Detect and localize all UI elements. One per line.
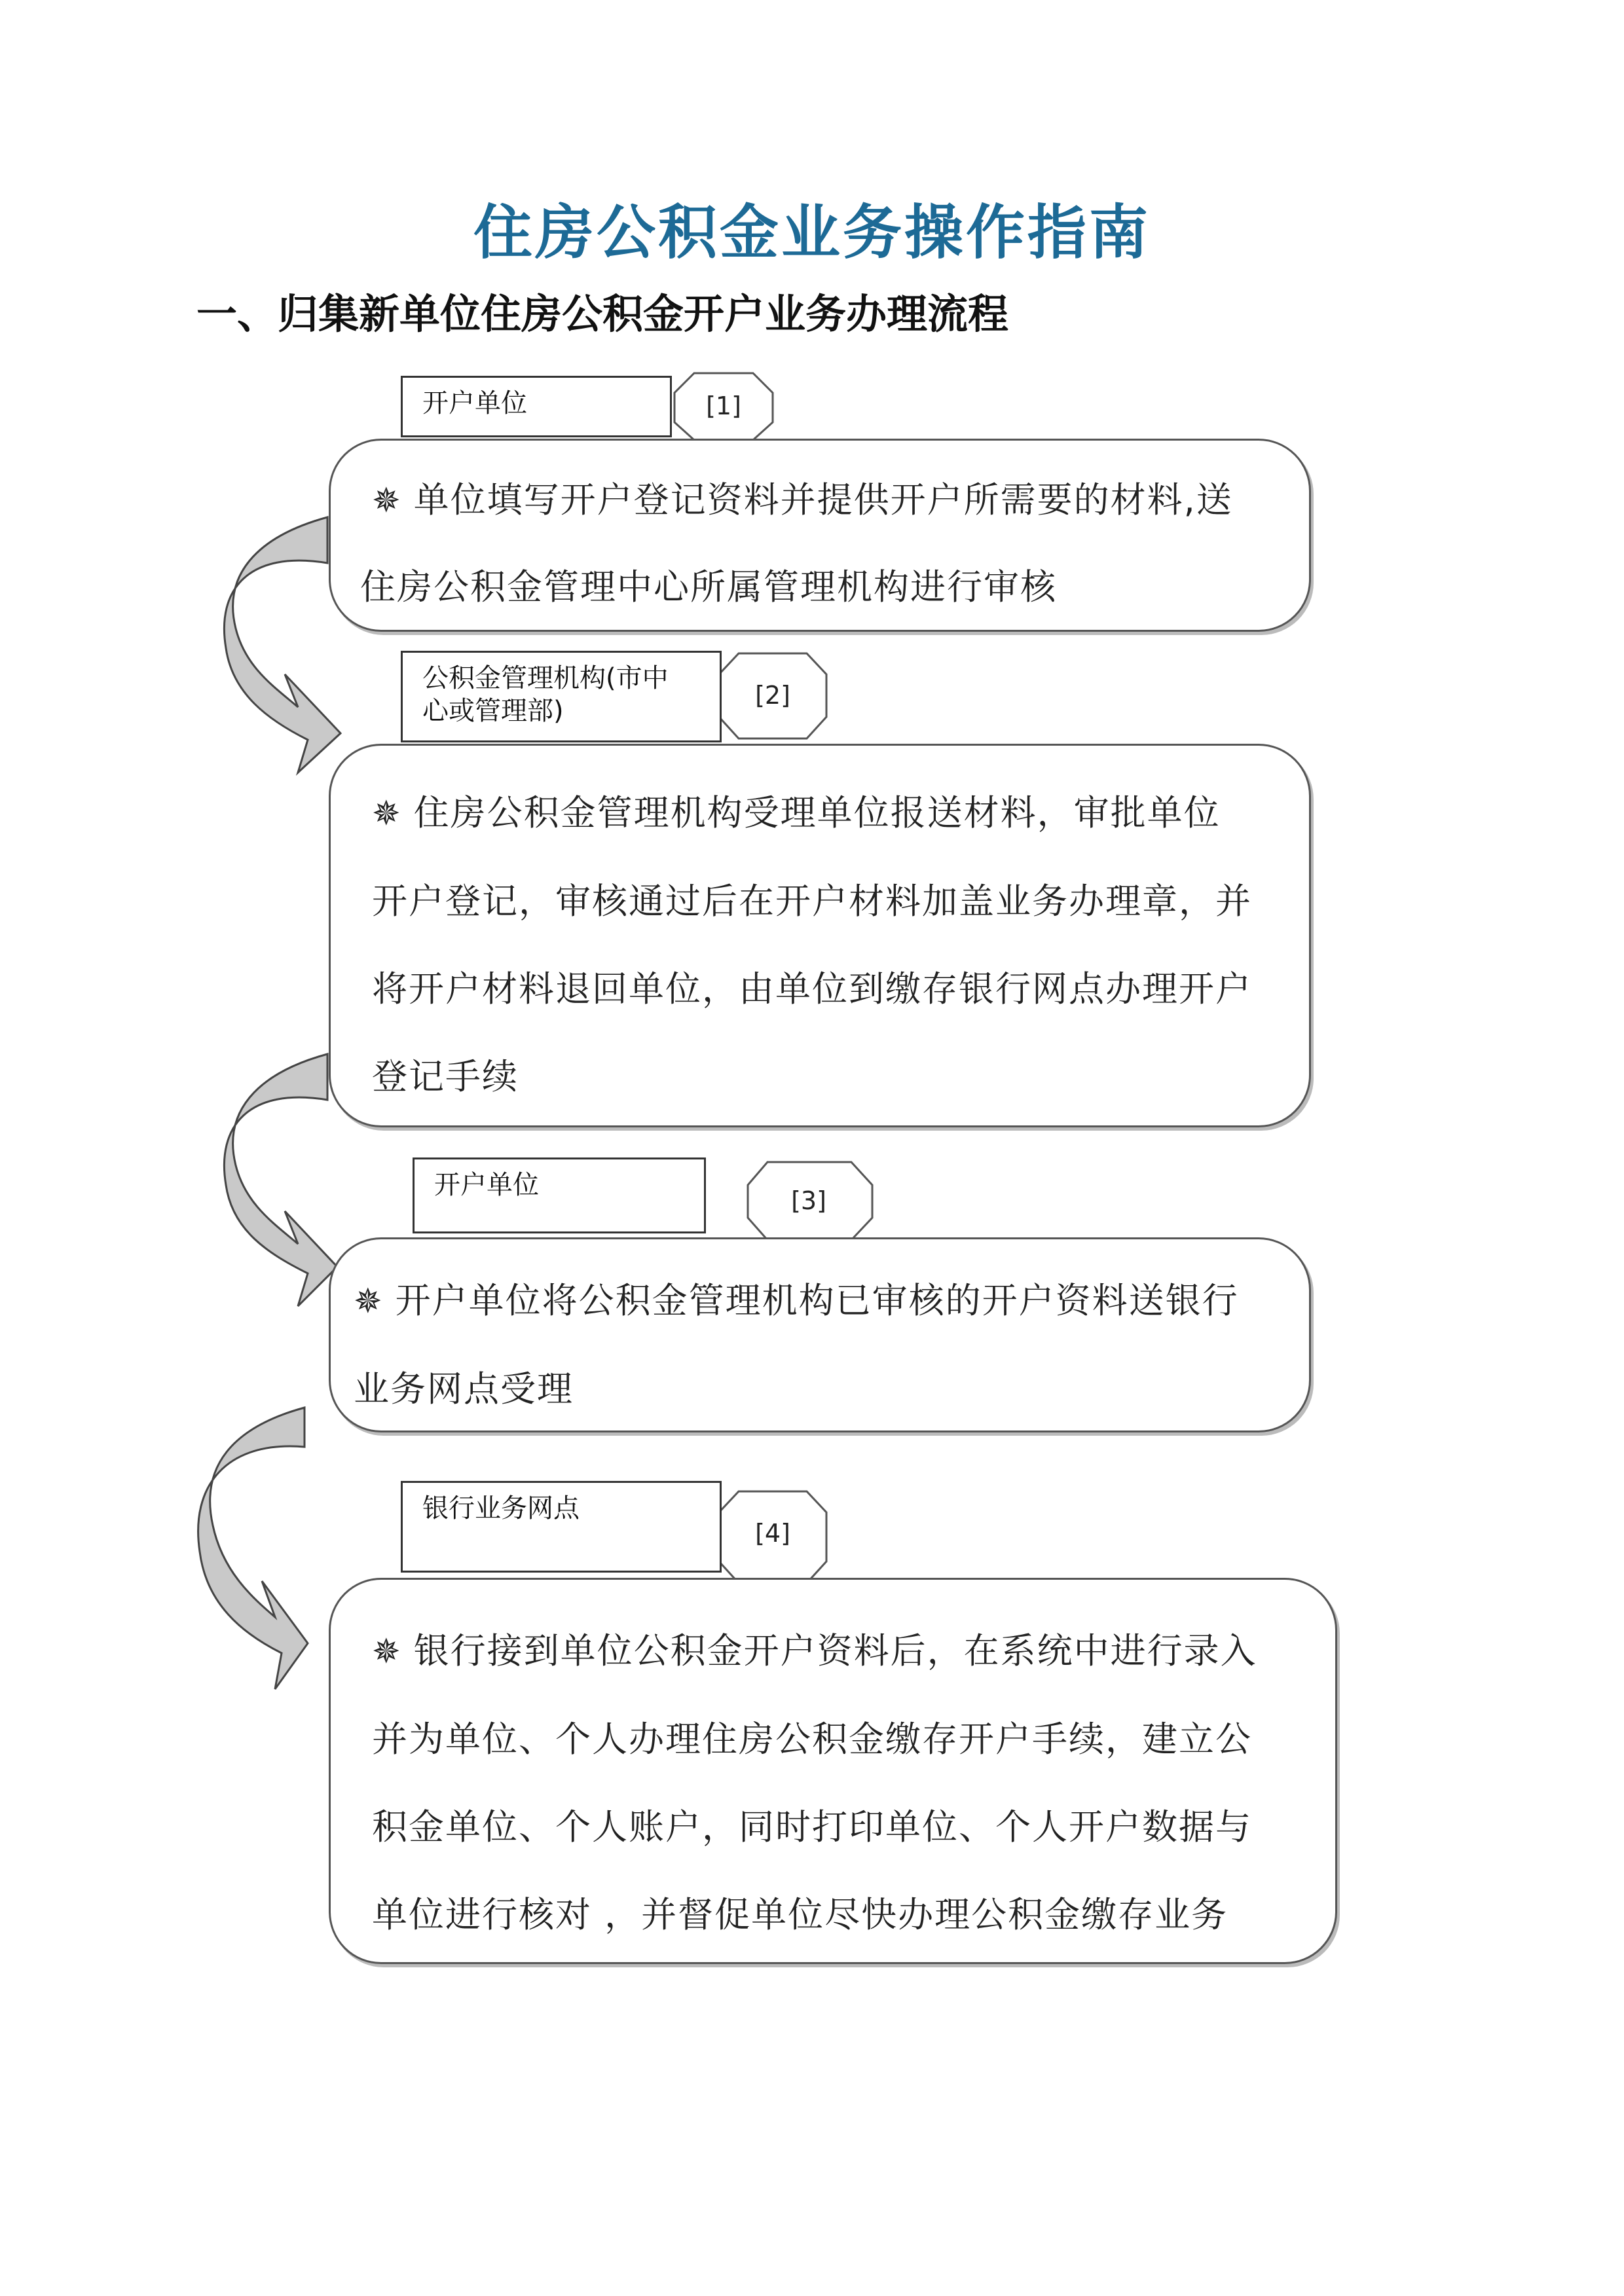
step-2-line-4: 登记手续 [372,1056,519,1097]
step-3-number: [3] [791,1186,826,1215]
step-2-line-3: 将开户材料退回单位，由单位到缴存银行网点办理开户 [372,968,1252,1010]
step-2-label-line-2: 心或管理部) [422,696,564,726]
step-2-line-2: 开户登记，审核通过后在开户材料加盖业务办理章，并 [372,881,1252,922]
step-3-label [413,1157,706,1233]
section-heading: 一、归集新单位住房公积金开户业务办理流程 [196,290,1009,338]
step-4-number: [4] [755,1519,790,1548]
step-3-line-2: 业务网点受理 [354,1368,574,1410]
step-2-text [372,769,1252,1121]
sun-bullet-icon: ✵ [372,1632,402,1671]
step-4-label-text: 银行业务网点 [422,1493,580,1523]
sun-bullet-icon: ✵ [372,794,402,833]
step-4-line-1: ✵ 银行接到单位公积金开户资料后，在系统中进行录入 [372,1630,1257,1671]
step-3-label-text: 开户单位 [434,1170,539,1200]
step-4-text [372,1607,1257,1959]
page-title: 住房公积金业务操作指南 [473,198,1151,267]
step-1-label-text: 开户单位 [422,388,527,418]
step-4-label [401,1481,722,1573]
step-4-line-4: 单位进行核对 ，并督促单位尽快办理公积金缴存业务 [372,1894,1228,1935]
sun-bullet-icon: ✵ [354,1282,384,1321]
step-1-text [360,457,1233,630]
step-2-label [401,651,722,742]
curved-arrow-icon [198,1408,308,1689]
step-2-label-line-1: 公积金管理机构(市中 [422,663,669,693]
step-3-line-1: ✵ 开户单位将公积金管理机构已审核的开户资料送银行 [354,1280,1239,1321]
curved-arrow-icon [224,517,341,773]
step-4-line-3: 积金单位、个人账户，同时打印单位、个人开户数据与 [372,1806,1252,1848]
step-1-label [401,376,672,437]
sun-bullet-icon: ✵ [372,481,402,520]
step-2-line-1: ✵ 住房公积金管理机构受理单位报送材料，审批单位 [372,792,1221,833]
step-1-line-2: 住房公积金管理中心所属管理机构进行审核 [360,566,1057,608]
step-1-line-1: ✵ 单位填写开户登记资料并提供开户所需要的材料,送 [372,479,1233,520]
curved-arrow-icon [224,1054,337,1306]
step-1-number: [1] [706,392,741,420]
step-4-line-2: 并为单位、个人办理住房公积金缴存开户手续，建立公 [372,1719,1252,1760]
step-3-text [354,1257,1239,1433]
step-2-number: [2] [755,681,790,710]
